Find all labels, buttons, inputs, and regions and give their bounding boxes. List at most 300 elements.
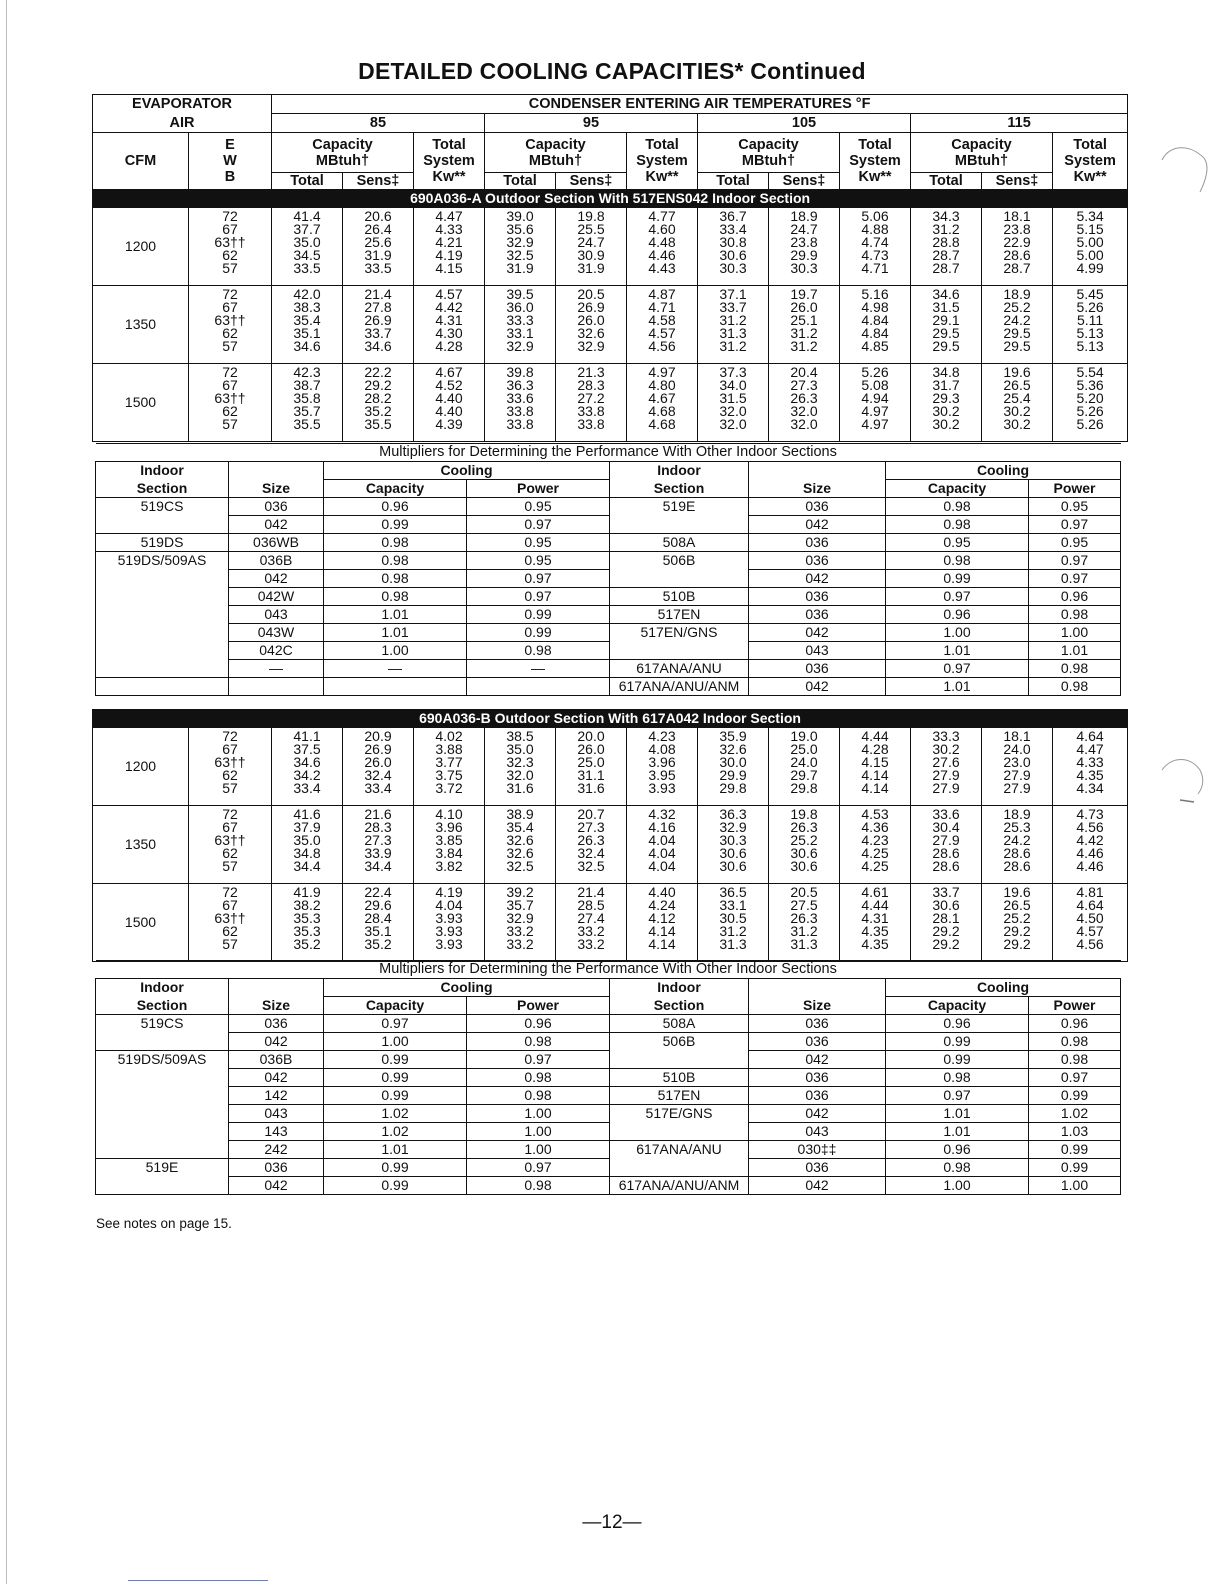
power-cell: 1.02	[1029, 1105, 1121, 1123]
col-s105	[769, 806, 840, 884]
cell-value: 4.64	[1076, 728, 1104, 744]
cfm-value: 1200	[93, 208, 189, 286]
col-s105	[769, 364, 840, 442]
power-cell: 0.97	[1029, 1069, 1121, 1087]
cell-value: 35.5	[364, 415, 392, 432]
cell-value: 4.40	[435, 402, 463, 419]
cell-value: 35.2	[293, 935, 321, 952]
cell-value: 28.7	[932, 259, 960, 276]
ewb-e: E	[225, 137, 235, 153]
blank-header	[749, 979, 886, 997]
size-cell: 036	[229, 1159, 324, 1177]
power-cell: 0.97	[467, 1159, 610, 1177]
cell-value: 32.0	[790, 415, 818, 432]
capacity-cell: 0.99	[886, 1051, 1029, 1069]
cfm-value: 1350	[93, 806, 189, 884]
notes-reference: See notes on page 15.	[96, 1216, 232, 1231]
cell-value: 72	[222, 364, 238, 380]
cell-value: 30.6	[719, 844, 747, 861]
power-cell: 0.97	[1029, 516, 1121, 534]
cell-value: 30.8	[719, 233, 747, 250]
cell-value: 34.2	[293, 766, 321, 783]
cell-value: 28.1	[932, 909, 960, 926]
cell-value: 29.6	[364, 896, 392, 913]
indoor-section-cell	[96, 660, 229, 678]
cell-value: 4.14	[648, 922, 676, 939]
cell-value: 38.5	[506, 728, 534, 744]
col-k105	[840, 208, 911, 286]
cell-value: 35.2	[364, 935, 392, 952]
capacity-cell: 0.99	[324, 1087, 467, 1105]
cell-value: 4.47	[435, 208, 463, 224]
capacity-header: Capacity	[886, 997, 1029, 1015]
size-cell: 036	[229, 1015, 324, 1033]
cell-value: 4.43	[648, 259, 676, 276]
cell-value: 35.1	[293, 324, 321, 341]
cell-value: 4.04	[435, 896, 463, 913]
cell-value: 30.0	[719, 753, 747, 770]
kw-95: Total System Kw**	[627, 133, 698, 190]
col-t85	[272, 208, 343, 286]
cell-value: 29.3	[932, 389, 960, 406]
cell-value: 62	[222, 766, 238, 783]
temp-85: 85	[272, 114, 485, 133]
cell-value: 34.0	[719, 376, 747, 393]
size-cell: 036	[749, 534, 886, 552]
cell-value: 4.87	[648, 286, 676, 302]
indoor-section-cell: 506B	[610, 1033, 749, 1051]
power-cell: 0.98	[467, 1069, 610, 1087]
data-group-row	[93, 884, 1128, 962]
cell-value: 32.6	[577, 324, 605, 341]
cell-value: 31.2	[719, 337, 747, 354]
cell-value: 4.97	[861, 402, 889, 419]
col-k105	[840, 728, 911, 806]
multiplier-row	[96, 570, 1121, 588]
cell-value: 31.2	[719, 922, 747, 939]
size-cell: 036	[749, 1069, 886, 1087]
multiplier-row	[96, 1015, 1121, 1033]
multiplier-row	[96, 516, 1121, 534]
cell-value: 24.7	[577, 233, 605, 250]
cell-value: 39.0	[506, 208, 534, 224]
cell-value: 4.77	[648, 208, 676, 224]
power-header: Power	[1029, 997, 1121, 1015]
cell-value: 4.19	[435, 246, 463, 263]
cell-value: 62	[222, 246, 238, 263]
cfm-value: 1500	[93, 364, 189, 442]
cell-value: 35.3	[293, 922, 321, 939]
section-b-rows	[93, 728, 1128, 962]
sens-header: Sens‡	[982, 173, 1053, 190]
cell-value: 29.2	[364, 376, 392, 393]
cell-value: 34.6	[364, 337, 392, 354]
cell-value: 67	[222, 220, 238, 237]
cell-value: 4.34	[1076, 779, 1104, 796]
cell-value: 28.8	[932, 233, 960, 250]
cell-value: 22.2	[364, 364, 392, 380]
cell-value: 3.88	[435, 740, 463, 757]
cell-value: 4.71	[648, 298, 676, 315]
cell-value: 33.6	[932, 806, 960, 822]
cell-value: 25.3	[1003, 818, 1031, 835]
cell-value: 32.6	[506, 844, 534, 861]
col-s95	[556, 884, 627, 962]
cell-value: 4.56	[1076, 818, 1104, 835]
cell-value: 26.5	[1003, 376, 1031, 393]
cell-value: 29.5	[932, 337, 960, 354]
cell-value: 34.8	[932, 364, 960, 380]
cell-value: 29.5	[932, 324, 960, 341]
cell-value: 67	[222, 298, 238, 315]
cell-value: 31.2	[932, 220, 960, 237]
col-t115	[911, 208, 982, 286]
size-cell: 043	[749, 642, 886, 660]
cell-value: 21.4	[364, 286, 392, 302]
indoor-section-cell	[96, 1033, 229, 1051]
cell-value: 30.9	[577, 246, 605, 263]
capacity-cell: 1.00	[886, 1177, 1029, 1195]
power-cell: 0.97	[467, 588, 610, 606]
cell-value: 29.9	[790, 246, 818, 263]
cell-value: 4.97	[861, 415, 889, 432]
margin-mark	[1160, 750, 1212, 810]
section-header: Section	[96, 997, 229, 1015]
cell-value: 31.2	[790, 324, 818, 341]
cell-value: 24.2	[1003, 831, 1031, 848]
size-cell: 036	[749, 552, 886, 570]
multiplier-row	[96, 642, 1121, 660]
multiplier-row	[96, 534, 1121, 552]
capacity-cell: 0.99	[324, 1177, 467, 1195]
cell-value: 28.7	[932, 246, 960, 263]
col-k115	[1053, 286, 1128, 364]
cell-value: 27.9	[932, 779, 960, 796]
col-k105	[840, 364, 911, 442]
indoor-section-cell: 510B	[610, 1069, 749, 1087]
power-cell: 0.97	[1029, 570, 1121, 588]
cell-value: 29.9	[719, 766, 747, 783]
size-cell: 042W	[229, 588, 324, 606]
col-t85	[272, 364, 343, 442]
col-k85	[414, 364, 485, 442]
cell-value: 5.15	[1076, 220, 1104, 237]
cell-value: 30.6	[790, 844, 818, 861]
cell-value: 23.8	[790, 233, 818, 250]
size-cell: 030‡‡	[749, 1141, 886, 1159]
indoor-section-cell: 510B	[610, 588, 749, 606]
cell-value: 28.6	[1003, 857, 1031, 874]
cell-value: 33.4	[364, 779, 392, 796]
cell-value: 5.54	[1076, 364, 1104, 380]
power-cell: 0.97	[1029, 552, 1121, 570]
cell-value: 32.6	[719, 740, 747, 757]
cell-value: 3.93	[435, 935, 463, 952]
cell-value: 4.56	[648, 337, 676, 354]
cell-value: 4.23	[861, 831, 889, 848]
cell-value: 32.4	[577, 844, 605, 861]
cell-value: 4.15	[435, 259, 463, 276]
cell-value: 72	[222, 884, 238, 900]
cell-value: 37.5	[293, 740, 321, 757]
cell-value: 25.0	[790, 740, 818, 757]
cell-value: 30.3	[790, 259, 818, 276]
cell-value: 18.1	[1003, 208, 1031, 224]
capacity-cell: 1.00	[886, 624, 1029, 642]
power-cell: 0.98	[1029, 660, 1121, 678]
cell-value: 63††	[214, 909, 246, 926]
col-s95	[556, 728, 627, 806]
cooling-header: Cooling	[886, 462, 1121, 480]
size-cell: 042	[749, 678, 886, 696]
multiplier-table-b	[95, 960, 1121, 1195]
size-cell: 036	[749, 1159, 886, 1177]
cooling-header: Cooling	[324, 979, 610, 997]
capacity-cell: 0.98	[886, 1159, 1029, 1177]
capacity-95: Capacity MBtuh†	[485, 133, 627, 173]
cell-value: 35.0	[506, 740, 534, 757]
col-t95	[485, 884, 556, 962]
col-s85	[343, 806, 414, 884]
cell-value: 30.4	[932, 818, 960, 835]
indoor-section-cell: 617ANA/ANU	[610, 1141, 749, 1159]
total-header: Total	[485, 173, 556, 190]
cell-value: 28.6	[932, 844, 960, 861]
capacity-cell: 1.00	[324, 1033, 467, 1051]
cell-value: 35.4	[506, 818, 534, 835]
cell-value: 26.3	[790, 818, 818, 835]
cell-value: 63††	[214, 753, 246, 770]
cell-value: 36.7	[719, 208, 747, 224]
multiplier-row	[96, 588, 1121, 606]
cell-value: 4.08	[648, 740, 676, 757]
power-cell: 0.96	[1029, 588, 1121, 606]
cooling-header: Cooling	[324, 462, 610, 480]
cell-value: 4.60	[648, 220, 676, 237]
cell-value: 29.2	[1003, 935, 1031, 952]
cell-value: 3.96	[648, 753, 676, 770]
col-t115	[911, 364, 982, 442]
cell-value: 24.0	[790, 753, 818, 770]
size-cell: 143	[229, 1123, 324, 1141]
cell-value: 28.6	[1003, 844, 1031, 861]
size-cell: 042	[229, 1033, 324, 1051]
margin-mark	[1160, 140, 1212, 200]
kw-105: Total System Kw**	[840, 133, 911, 190]
cell-value: 34.6	[932, 286, 960, 302]
cell-value: 29.8	[790, 779, 818, 796]
cell-value: 72	[222, 728, 238, 744]
cell-value: 35.1	[364, 922, 392, 939]
col-k95	[627, 884, 698, 962]
cell-value: 5.00	[1076, 246, 1104, 263]
cell-value: 22.4	[364, 884, 392, 900]
cell-value: 4.58	[648, 311, 676, 328]
capacity-cell: 0.97	[886, 1087, 1029, 1105]
col-k95	[627, 806, 698, 884]
indoor-section-cell: 519DS	[96, 534, 229, 552]
cell-value: 4.81	[1076, 884, 1104, 900]
capacity-cell: 0.99	[324, 1159, 467, 1177]
size-cell: 036	[749, 1015, 886, 1033]
col-s105	[769, 884, 840, 962]
multiplier-row	[96, 1177, 1121, 1195]
cell-value: 23.0	[1003, 753, 1031, 770]
indoor-section-cell	[96, 570, 229, 588]
cell-value: 20.7	[577, 806, 605, 822]
cell-value: 41.9	[293, 884, 321, 900]
cell-value: 34.3	[932, 208, 960, 224]
blank-header	[229, 462, 324, 480]
capacity-85: Capacity MBtuh†	[272, 133, 414, 173]
power-cell: 1.00	[1029, 1177, 1121, 1195]
cell-value: 33.2	[577, 935, 605, 952]
cell-value: 31.3	[719, 324, 747, 341]
size-cell: 036B	[229, 552, 324, 570]
cell-value: 23.8	[1003, 220, 1031, 237]
cell-value: 29.5	[1003, 324, 1031, 341]
page-number: —12—	[582, 1512, 642, 1533]
capacity-cell: 1.01	[886, 1123, 1029, 1141]
cell-value: 28.6	[932, 857, 960, 874]
cell-value: 31.7	[932, 376, 960, 393]
col-t95	[485, 364, 556, 442]
cell-value: 32.9	[506, 337, 534, 354]
multiplier-row	[96, 498, 1121, 516]
cell-value: 33.3	[932, 728, 960, 744]
cell-value: 26.5	[1003, 896, 1031, 913]
power-cell: 1.00	[467, 1123, 610, 1141]
cell-value: 37.3	[719, 364, 747, 380]
sens-header: Sens‡	[556, 173, 627, 190]
col-k85	[414, 884, 485, 962]
col-s85	[343, 884, 414, 962]
cell-value: 5.00	[1076, 233, 1104, 250]
col-t95	[485, 286, 556, 364]
col-k95	[627, 208, 698, 286]
size-cell: 042	[749, 1177, 886, 1195]
cell-value: 31.1	[577, 766, 605, 783]
cell-value: 34.4	[293, 857, 321, 874]
size-cell: 036	[749, 606, 886, 624]
cell-value: 25.2	[790, 831, 818, 848]
cell-value: 4.84	[861, 311, 889, 328]
indoor-section-cell: 519CS	[96, 1015, 229, 1033]
cell-value: 3.82	[435, 857, 463, 874]
cell-value: 4.04	[648, 857, 676, 874]
cell-value: 4.24	[648, 896, 676, 913]
col-k105	[840, 884, 911, 962]
cell-value: 39.5	[506, 286, 534, 302]
cell-value: 5.34	[1076, 208, 1104, 224]
capacity-cell: —	[324, 660, 467, 678]
col-ewb	[189, 364, 272, 442]
power-cell: 0.99	[467, 606, 610, 624]
cell-value: 33.8	[506, 402, 534, 419]
cell-value: 33.7	[364, 324, 392, 341]
multiplier-row	[96, 1105, 1121, 1123]
cell-value: 28.7	[1003, 259, 1031, 276]
cfm-value: 1350	[93, 286, 189, 364]
cell-value: 72	[222, 806, 238, 822]
col-s85	[343, 286, 414, 364]
col-k95	[627, 728, 698, 806]
cell-value: 20.9	[364, 728, 392, 744]
cell-value: 4.04	[648, 844, 676, 861]
cell-value: 4.04	[648, 831, 676, 848]
cell-value: 21.4	[577, 884, 605, 900]
cell-value: 4.33	[1076, 753, 1104, 770]
cfm-header: CFM	[93, 133, 189, 190]
power-cell: 0.98	[1029, 678, 1121, 696]
cell-value: 19.6	[1003, 364, 1031, 380]
cell-value: 4.74	[861, 233, 889, 250]
power-cell: 0.98	[467, 1033, 610, 1051]
multiplier-row	[96, 1123, 1121, 1141]
cell-value: 26.3	[790, 389, 818, 406]
cell-value: 4.88	[861, 220, 889, 237]
cell-value: 27.9	[1003, 766, 1031, 783]
cell-value: 33.5	[293, 259, 321, 276]
col-k85	[414, 806, 485, 884]
cell-value: 19.7	[790, 286, 818, 302]
indoor-header: Indoor	[96, 462, 229, 480]
cell-value: 4.15	[861, 753, 889, 770]
cell-value: 33.3	[506, 311, 534, 328]
cell-value: 25.1	[790, 311, 818, 328]
cell-value: 18.1	[1003, 728, 1031, 744]
cell-value: 31.3	[790, 935, 818, 952]
indoor-section-cell: 517EN/GNS	[610, 624, 749, 642]
cell-value: 57	[222, 337, 238, 354]
indoor-section-cell	[96, 624, 229, 642]
temp-105: 105	[698, 114, 911, 133]
indoor-header: Indoor	[610, 979, 749, 997]
data-group-row	[93, 286, 1128, 364]
indoor-section-cell	[610, 1051, 749, 1069]
cell-value: 19.8	[577, 208, 605, 224]
air-label: AIR	[93, 114, 272, 133]
indoor-section-cell: 617ANA/ANU/ANM	[610, 1177, 749, 1195]
col-k115	[1053, 728, 1128, 806]
total-header: Total	[272, 173, 343, 190]
cell-value: 4.67	[435, 364, 463, 380]
cell-value: 39.8	[506, 364, 534, 380]
capacity-cell: 1.02	[324, 1123, 467, 1141]
cell-value: 32.0	[719, 415, 747, 432]
cell-value: 33.7	[932, 884, 960, 900]
cell-value: 4.28	[861, 740, 889, 757]
cell-value: 31.2	[790, 337, 818, 354]
cell-value: 4.14	[648, 935, 676, 952]
cell-value: 32.5	[506, 246, 534, 263]
power-cell: 0.99	[1029, 1087, 1121, 1105]
cell-value: 63††	[214, 311, 246, 328]
size-cell: 042	[749, 624, 886, 642]
col-t115	[911, 884, 982, 962]
indoor-section-cell: 508A	[610, 1015, 749, 1033]
col-s105	[769, 286, 840, 364]
capacity-cell: 0.99	[886, 1033, 1029, 1051]
scan-edge	[6, 0, 13, 1584]
cell-value: 4.35	[1076, 766, 1104, 783]
cell-value: 29.2	[932, 935, 960, 952]
cell-value: 35.7	[293, 402, 321, 419]
multiplier-table-a	[95, 443, 1121, 696]
cell-value: 31.3	[719, 935, 747, 952]
cell-value: 32.0	[719, 402, 747, 419]
cell-value: 5.36	[1076, 376, 1104, 393]
